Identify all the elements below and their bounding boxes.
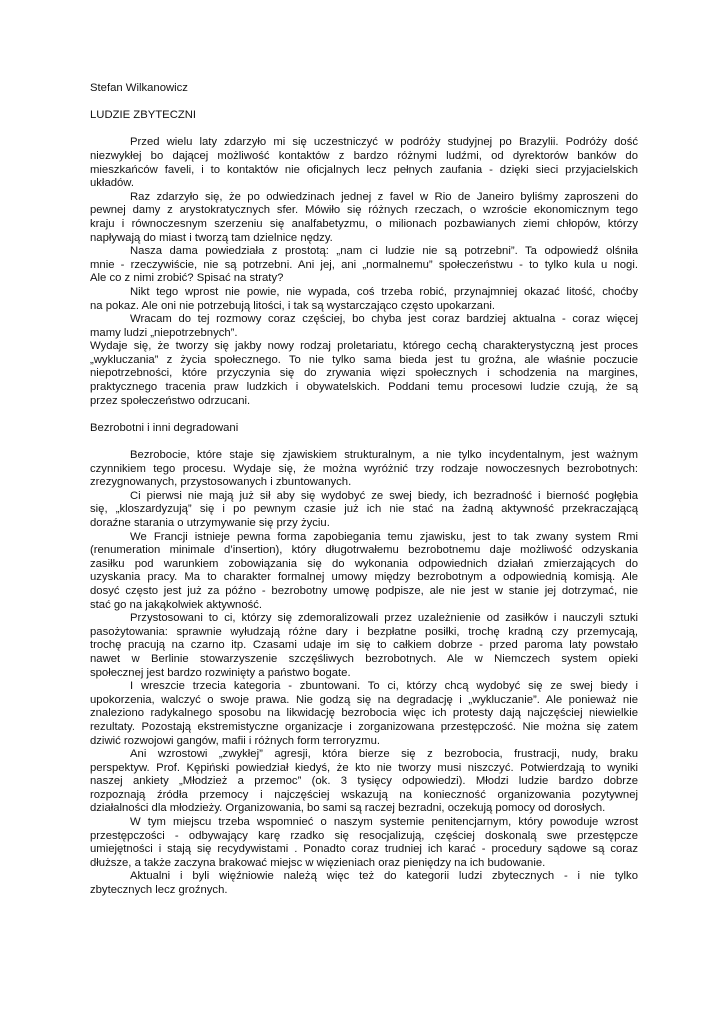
text-line: znaleziono radykalnego sposobu na likwidację bezrobocia więc ich protesty dają najczęściej niewielkie: [90, 707, 638, 720]
paragraph: [90, 748, 638, 816]
spacer: [90, 435, 638, 449]
spacer: [90, 96, 638, 110]
section-heading: Bezrobotni i inni degradowani: [90, 421, 239, 434]
section-unemployed: [90, 449, 638, 898]
paragraph: [90, 191, 638, 245]
text-line: dosyć często jest już za późno - bezrobotny umowę podpisze, ale nie jest w stanie jej dotrzymać, nie: [90, 584, 638, 597]
paragraph: [90, 680, 638, 748]
text-line: przez społeczeństwo odrzucani.: [90, 394, 251, 407]
paragraph: [90, 340, 638, 408]
section-intro: [90, 136, 638, 408]
text-line: perspektyw. Prof. Kępiński powiedział kiedyś, że kto nie tworzy musi niszczyć. Potwierdzają to wyniki: [90, 761, 638, 774]
text-line: rozpoznają źródła przemocy i najczęściej wskazują na konieczność organizowania pozytywnej: [90, 788, 638, 801]
text-line: Wydaje się, że tworzy się jakby nowy rodzaj proletariatu, którego cechą charakterystyczną jest proces: [90, 340, 638, 353]
document-page: [90, 82, 638, 898]
text-line: umiejętności i stają się recydywistami . Ponadto coraz trudniej ich karać - procedury sądowe są coraz: [90, 843, 638, 856]
paragraph: [90, 612, 638, 680]
paragraph: [90, 449, 638, 490]
text-line: Aktualni i byli więźniowie należą więc też do kategorii ludzi zbytecznych - i nie tylko: [130, 870, 638, 883]
text-line: naszej ankiety „Młodzież a przemoc” (ok. 3 tysięcy odpowiedzi). Młodzi ludzie bardzo dobrze: [90, 775, 638, 788]
text-line: Raz zdarzyło się, że po odwiedzinach jednej z favel w Rio de Janeiro byliśmy zaproszeni do: [130, 190, 638, 203]
text-line: działalności dla młodzieży. Organizowania, bo sami są raczej bezradni, oczekują pomocy od dorosłych.: [90, 802, 606, 815]
text-line: rezultaty. Pozostają ekstremistyczne organizacje i zorganizowana przestępczość. Nie można się zatem: [90, 720, 638, 733]
text-line: Nikt tego wprost nie powie, nie wypada, coś trzeba robić, przynajmniej okazać litość, choćby: [130, 285, 638, 298]
text-line: mnie - rzeczywiście, nie są potrzebni. Ani jej, ani „normalnemu” społeczeństwu - to tylko kula u nogi.: [90, 258, 638, 271]
text-line: Ani wzrostowi „zwykłej” agresji, która bierze się z bezrobocia, frustracji, nudy, braku: [130, 748, 638, 761]
text-line: I wreszcie trzecia kategoria - zbuntowani. To ci, którzy chcą wydobyć się ze swej biedy i: [130, 680, 638, 693]
text-line: Przystosowani to ci, którzy się zdemoralizowali przez uzależnienie od zasiłków i nauczyli sztuki: [130, 612, 638, 625]
text-line: trochę pracują na czarno itp. Czasami udaje im się to całkiem dobrze - przed paroma laty powstało: [90, 639, 638, 652]
text-line: układów.: [90, 177, 134, 190]
text-line: dłuższe, a także zaczyna brakować miejsc w więzieniach oraz pieniędzy na ich budowanie.: [90, 856, 546, 869]
paragraph: [90, 531, 638, 613]
paragraph: [90, 245, 638, 286]
text-line: „wykluczania” z życia społecznego. To nie tylko sama bieda jest tu groźna, ale właśnie poczucie: [90, 353, 638, 366]
text-line: czynnikiem tego procesu. Wydaje się, że można wyróżnić trzy rodzaje nowoczesnych bezrobotnych:: [90, 462, 638, 475]
text-line: Ci pierwsi nie mają już sił aby się wydobyć ze swej biedy, ich bezradność i bierność pogłębia: [130, 489, 638, 502]
text-line: pewnej damy z arystokratycznych sfer. Mówiło się różnych rzeczach, o wzroście ekonomicznym tego: [90, 204, 638, 217]
text-line: zasiłku pod warunkiem zobowiązania się do wykonania odpowiednich działań zmierzających do: [90, 557, 638, 570]
text-line: doraźne starania o utrzymywanie się przy życiu.: [90, 517, 330, 529]
text-line: kraju i równoczesnym szerzeniu się analfabetyzmu, o milionach pozbawianych ziemi chłopów, którzy: [90, 217, 638, 230]
text-line: We Francji istnieje pewna forma zapobiegania temu zjawisku, jest to tak zwany system Rmi: [130, 530, 638, 543]
text-line: na pokaz. Ale oni nie potrzebują litości, i tak są wystarczająco często upokarzani.: [90, 299, 496, 312]
text-line: zbytecznych lecz groźnych.: [90, 884, 228, 897]
text-line: Wracam do tej rozmowy coraz częściej, bo chyba jest coraz bardziej aktualna - coraz więcej: [130, 313, 638, 326]
paragraph: [90, 816, 638, 870]
text-line: Ale co z nimi zrobić? Spisać na straty?: [90, 272, 284, 285]
text-line: uzyskania pracy. Ma to charakter formalnej umowy między bezrobotnym a odpowiednią komisją. Ale: [90, 571, 638, 584]
text-line: zrezygnowanych, przystosowanych i zbuntowanych.: [90, 476, 352, 489]
text-line: pasożytowania: sprawnie wyłudzają różne dary i bezpłatne posiłki, trochę kradną czy przemycają,: [90, 625, 638, 638]
text-line: dziwić rozwojowi gangów, mafii i różnych form terroryzmu.: [90, 734, 381, 747]
text-line: niezwykłej bo dającej możliwość kontaktów z bardzo różnymi ludźmi, od dyrektorów banków do: [90, 149, 638, 162]
paragraph: [90, 490, 638, 531]
text-line: (renumeration minimale d’insertion), który długotrwałemu bezrobotnemu daje możliwość odzyskania: [90, 544, 638, 557]
text-line: W tym miejscu trzeba wspomnieć o naszym systemie penitencjarnym, który powoduje wzrost: [130, 816, 638, 829]
text-line: mamy ludzi „niepotrzebnych”.: [90, 326, 238, 339]
paragraph: [90, 313, 638, 340]
text-line: nawet w Berlinie stowarzyszenie szczęśliwych bezrobotnych. Ale w Niemczech system opieki: [90, 652, 638, 665]
paragraph: [90, 870, 638, 897]
text-line: niepotrzebności, które przyczynia się do zrywania więzi społecznych i schodzenia na margines,: [90, 367, 638, 380]
text-line: Przed wielu laty zdarzyło mi się uczestniczyć w podróży studyjnej po Brazylii. Podróży dość: [130, 136, 638, 149]
author-name: Stefan Wilkanowicz: [90, 82, 188, 94]
text-line: społecznej jest bardzo rozwinięty a państwo bogate.: [90, 666, 351, 679]
text-line: stać go na jakąkolwiek aktywność.: [90, 598, 263, 611]
text-line: przestępczości - odbywający karę rzadko się resocjalizują, częściej doskonalą swe przestępcze: [90, 829, 638, 842]
text-line: Nasza dama powiedziała z prostotą: „nam ci ludzie nie są potrzebni”. Ta odpowiedź olśniła: [130, 245, 638, 258]
spacer: [90, 408, 638, 422]
spacer: [90, 123, 638, 137]
paragraph: [90, 286, 638, 313]
paragraph: [90, 136, 638, 190]
text-line: mieszkańców faveli, i to kontaktów nie oficjalnych lecz pełnych zaufania - dzięki sieci przyjacielskich: [90, 163, 638, 176]
text-line: napływają do miast i tworzą tam dzielnice nędzy.: [90, 231, 333, 244]
text-line: praktycznego tracenia praw ludzkich i obywatelskich. Poddani temu procesowi ludzie czują, że są: [90, 381, 638, 394]
text-line: się, „kloszardyzują” się i po pewnym czasie już ich nie stać na żadną aktywność przekraczającą: [90, 503, 638, 516]
text-line: upokorzenia, walczyć o swoje prawa. Nie godzą się na degradację i „wykluczanie”. Ale ponieważ nie: [90, 693, 638, 706]
text-line: Bezrobocie, które staje się zjawiskiem strukturalnym, a nie tylko incydentalnym, jest ważnym: [130, 449, 638, 462]
document-title: LUDZIE ZBYTECZNI: [90, 109, 197, 122]
